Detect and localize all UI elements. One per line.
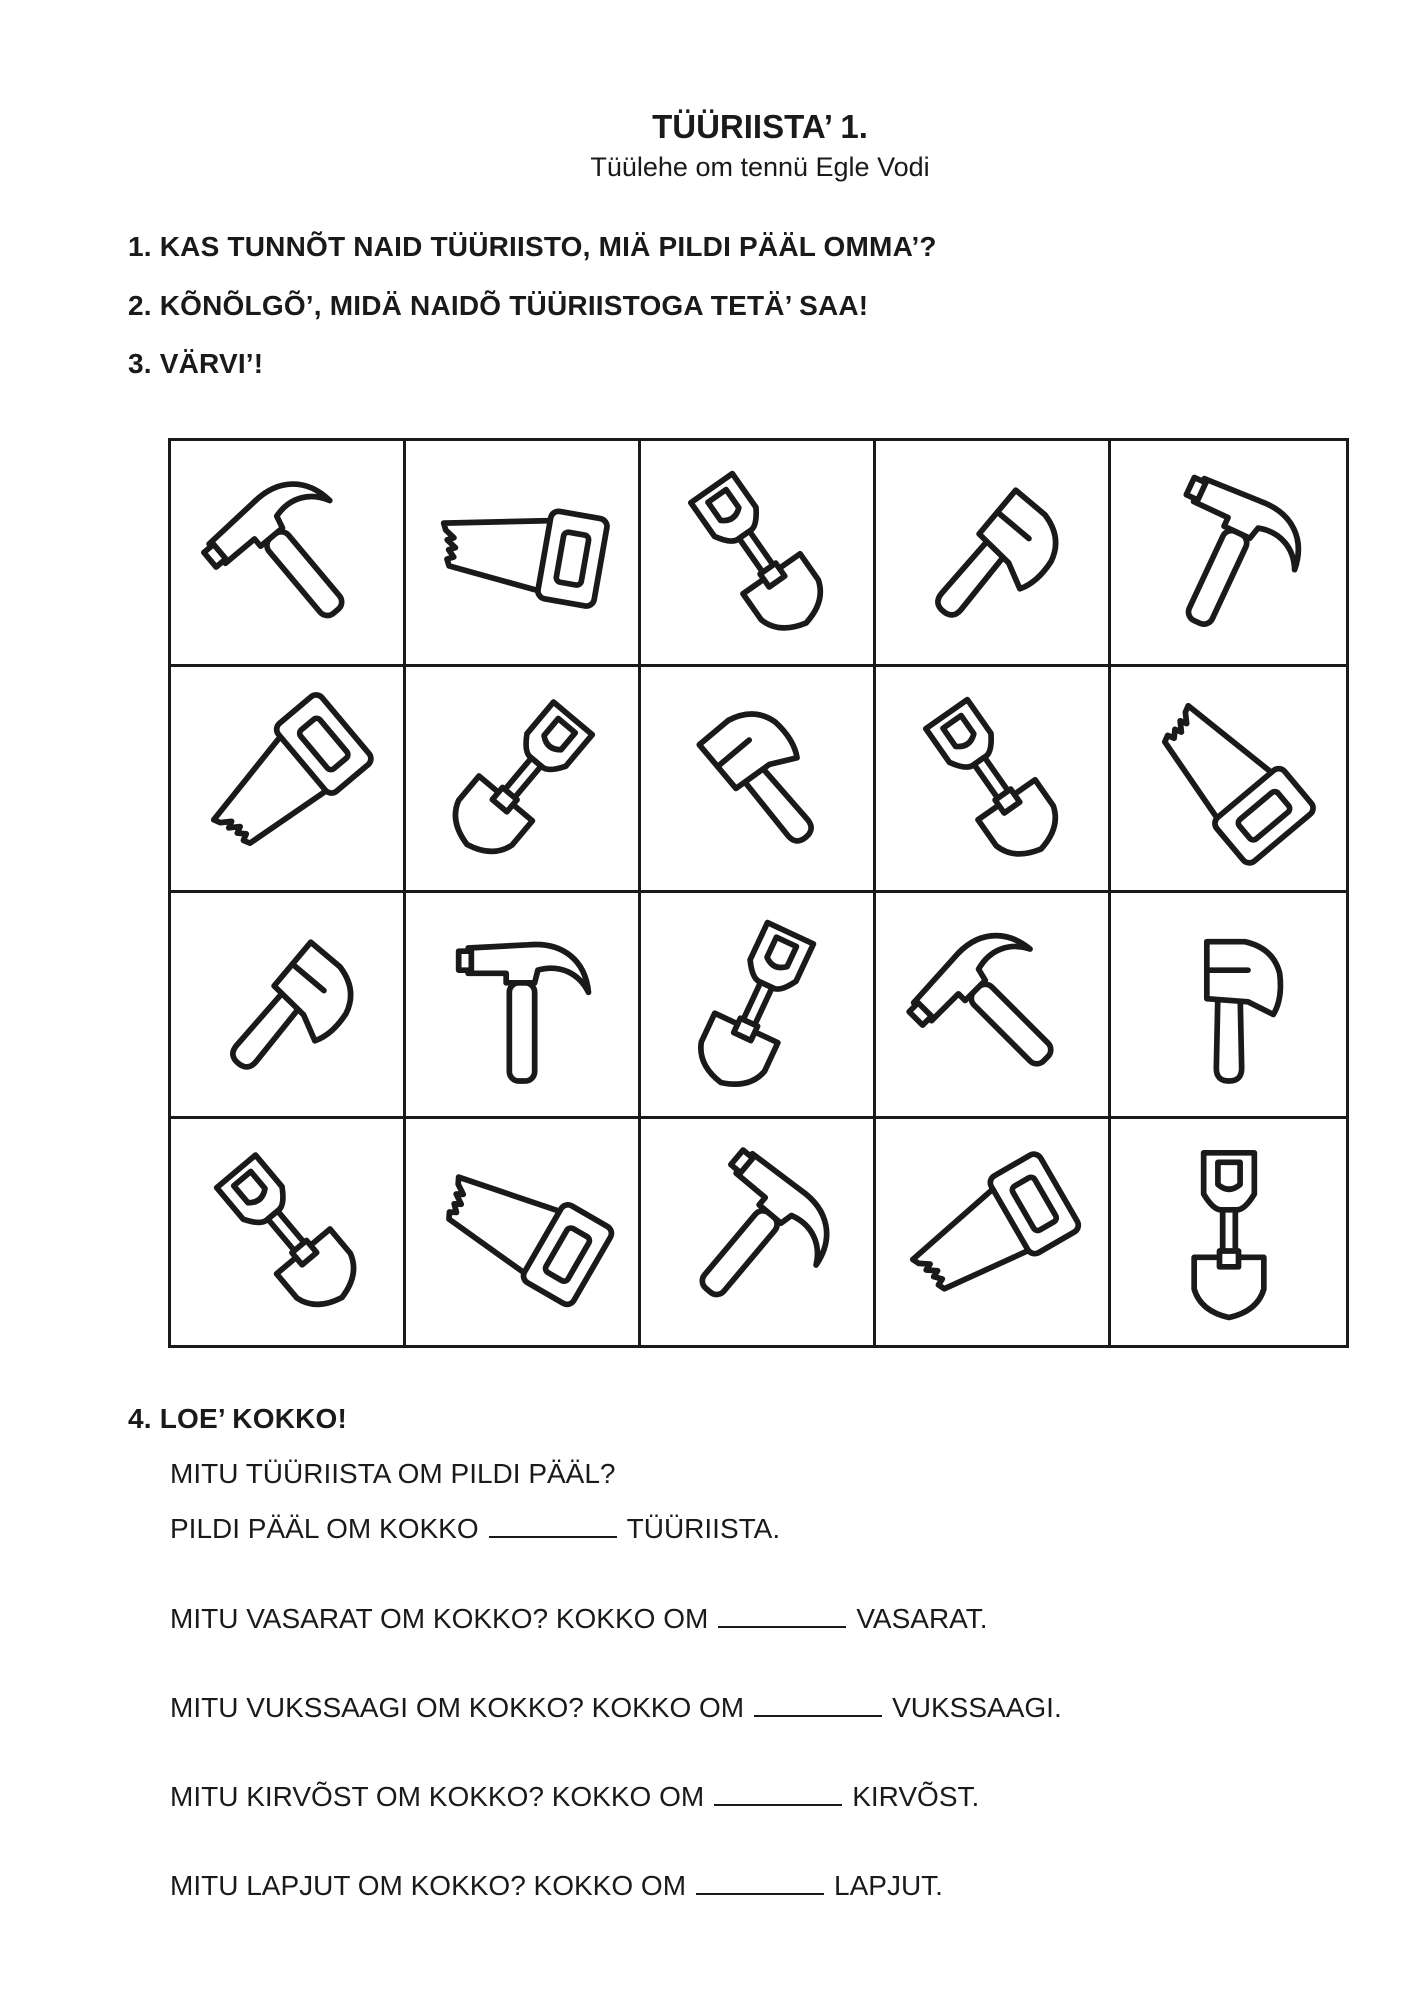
grid-cell[interactable] [876,893,1111,1119]
grid-cell[interactable] [171,667,406,893]
saw-icon [427,1137,617,1327]
total-count-prefix: PILDI PÄÄL OM KOKKO [170,1513,479,1544]
grid-cell[interactable] [641,1119,876,1345]
grid-cell[interactable] [1111,441,1346,667]
grid-cell[interactable] [1111,667,1346,893]
hammer-icon [1134,458,1324,648]
axe-count-blank[interactable] [714,1782,842,1806]
task-1: 1. KAS TUNNÕT NAID TÜÜRIISTO, MIÄ PILDI PÄÄL OMMA’? [128,231,937,262]
grid-cell[interactable] [171,1119,406,1345]
total-count-blank[interactable] [489,1514,617,1538]
axe-count-prefix: MITU KIRVÕST OM KOKKO? KOKKO OM [170,1781,705,1812]
shovel-count-blank[interactable] [696,1871,824,1895]
count-question: MITU TÜÜRIISTA OM PILDI PÄÄL? [170,1458,616,1489]
saw-count-line [170,1692,1062,1724]
hammer-count-blank[interactable] [718,1604,846,1628]
grid-cell[interactable] [406,441,641,667]
grid-cell[interactable] [876,441,1111,667]
shovel-icon [662,910,852,1100]
task-2: 2. KÕNÕLGÕ’, MIDÄ NAIDÕ TÜÜRIISTOGA TETÄ’ SAA! [128,290,869,321]
grid-cell[interactable] [1111,893,1346,1119]
shovel-icon [897,684,1087,874]
total-count-suffix: TÜÜRIISTA. [626,1513,781,1544]
axe-icon [897,458,1087,648]
grid-cell[interactable] [406,1119,641,1345]
hammer-icon [192,458,382,648]
total-count-line [170,1513,780,1545]
shovel-count-prefix: MITU LAPJUT OM KOKKO? KOKKO OM [170,1870,687,1901]
shovel-count-line [170,1870,943,1902]
shovel-icon [192,1137,382,1327]
saw-icon [1134,684,1324,874]
grid-cell[interactable] [1111,1119,1346,1345]
saw-count-prefix: MITU VUKSSAAGI OM KOKKO? KOKKO OM [170,1692,745,1723]
grid-cell[interactable] [406,893,641,1119]
grid-cell[interactable] [641,667,876,893]
hammer-count-suffix: VASARAT. [856,1603,988,1634]
saw-icon [897,1137,1087,1327]
shovel-count-suffix: LAPJUT. [834,1870,943,1901]
grid-cell[interactable] [171,893,406,1119]
grid-cell[interactable] [641,893,876,1119]
saw-icon [427,458,617,648]
hammer-count-prefix: MITU VASARAT OM KOKKO? KOKKO OM [170,1603,709,1634]
task-3: 3. VÄRVI’! [128,348,264,379]
axe-icon [1134,910,1324,1100]
hammer-icon [897,910,1087,1100]
axe-icon [662,684,852,874]
hammer-icon [662,1137,852,1327]
grid-cell[interactable] [876,1119,1111,1345]
shovel-icon [1134,1137,1324,1327]
grid-cell[interactable] [876,667,1111,893]
grid-cell[interactable] [171,441,406,667]
saw-count-suffix: VUKSSAAGI. [892,1692,1062,1723]
axe-icon [192,910,382,1100]
tool-grid [168,438,1349,1348]
saw-icon [192,684,382,874]
page-title: TÜÜRIISTA’ 1. [652,108,868,145]
axe-count-line [170,1781,979,1813]
hammer-count-line [170,1603,988,1635]
shovel-icon [427,684,617,874]
axe-count-suffix: KIRVÕST. [852,1781,980,1812]
grid-cell[interactable] [641,441,876,667]
shovel-icon [662,458,852,648]
page-subtitle: Tüülehe om tennü Egle Vodi [590,152,930,182]
saw-count-blank[interactable] [754,1693,882,1717]
grid-cell[interactable] [406,667,641,893]
task-4-heading: 4. LOE’ KOKKO! [128,1403,348,1434]
hammer-icon [427,910,617,1100]
